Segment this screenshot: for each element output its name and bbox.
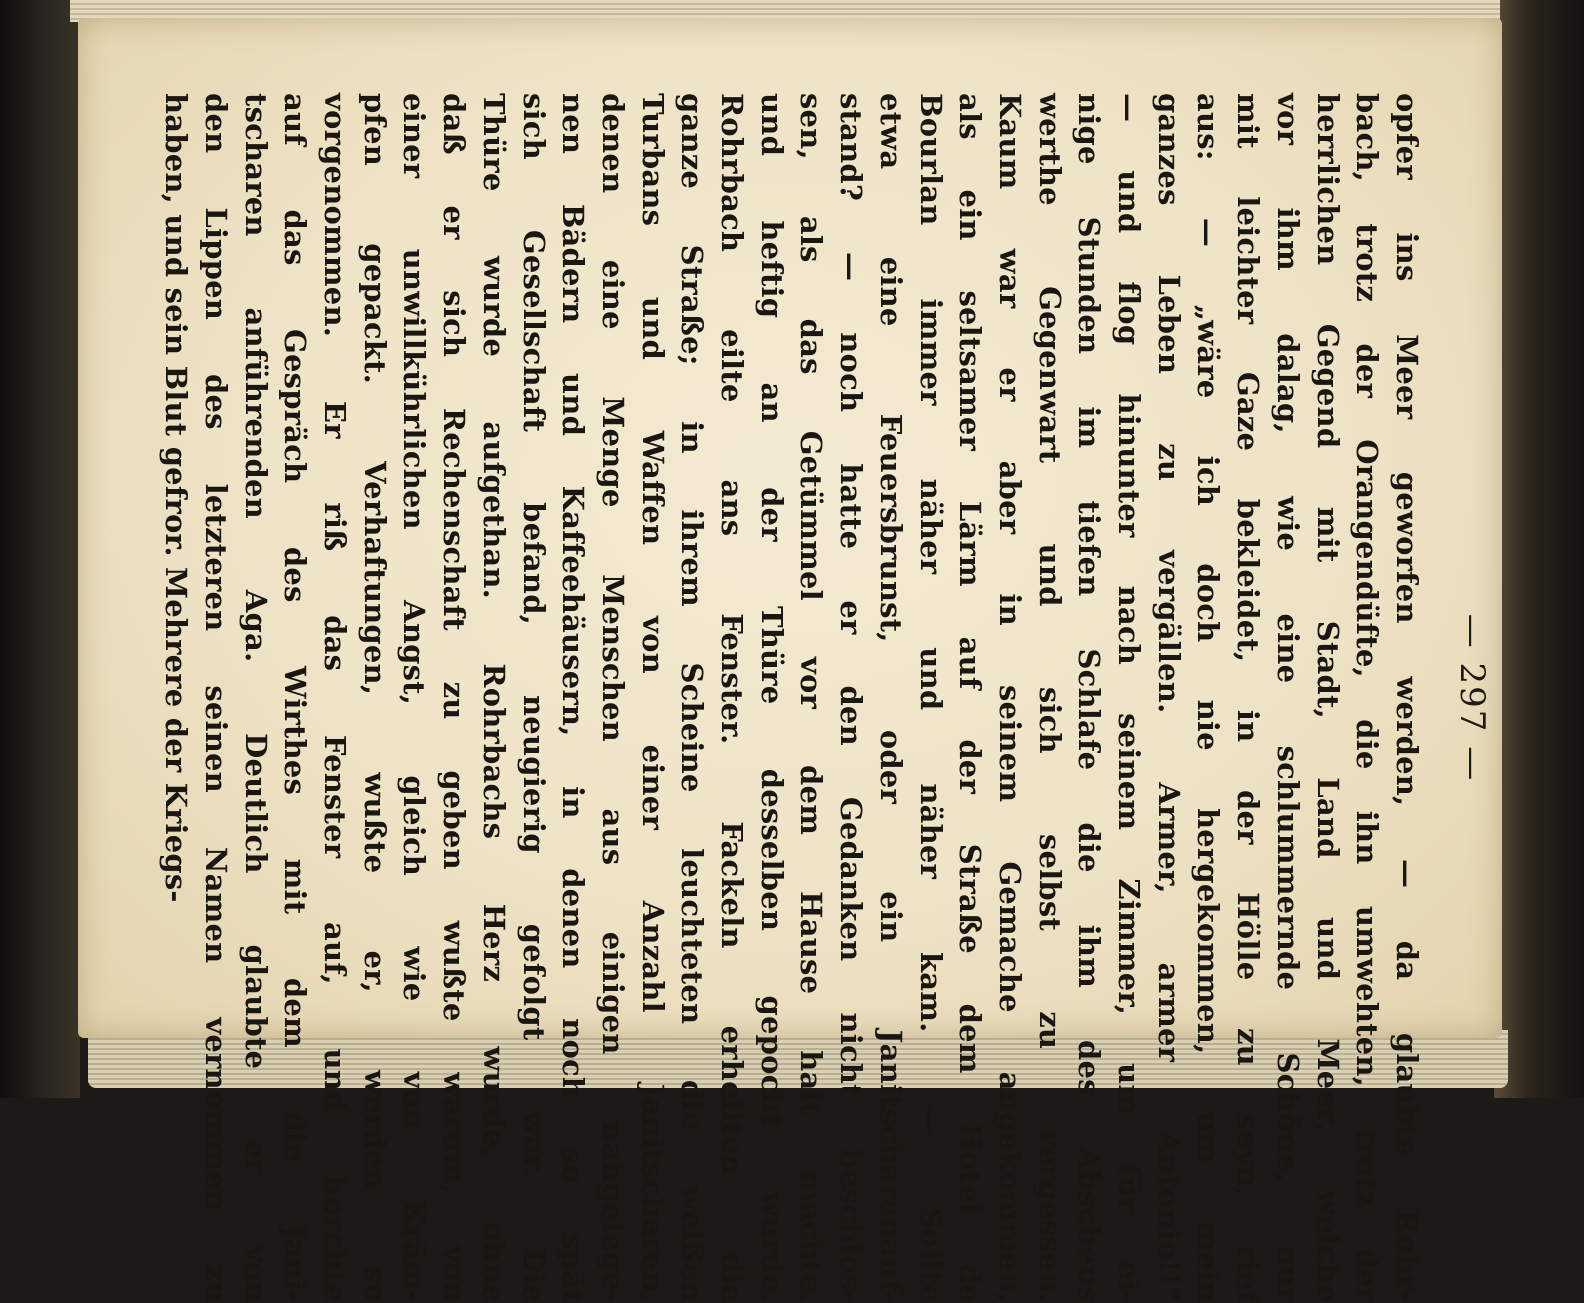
text-line: tscharen anführenden Aga. Deutlich glaubte er von [238,93,273,1303]
text-line: nige Stunden im tiefen Schlafe die ihm des Abscheus [1072,93,1107,1303]
text-line: werthe Gegenwart und sich selbst zu vergessen. [1032,93,1067,1303]
text-line: auf das Gespräch des Wirthes mit dem die Jani- [278,93,313,1303]
text-line: haben, und sein Blut gefror. Mehrere der Kriegs- [159,93,194,903]
text-line: sen, als das Getümmel vor dem Hause halt machte, [794,93,829,1303]
text-line: und heftig an der Thüre desselben gepocht wurde. [754,93,789,1303]
text-line: als ein seltsamer Lärm auf der Straße dem Hotel de [953,93,988,1303]
page-number: — 297 — [1452,613,1492,783]
text-line: vorgenommen. Er riß das Fenster auf, und horchte [318,93,353,1303]
body-text [156,93,1427,1303]
text-line: aus: — „wäre ich doch nie hergekommen, um mein [1191,93,1226,1303]
text-line: stand? — noch hatte er den Gedanken nicht beschlos- [834,93,869,1303]
text-line: mit leichter Gaze bekleidet, in der Hölle zu seyn, rief [1231,93,1266,1303]
text-line: herrlichen Gegend mit Stadt, Land und Meer, welche [1310,93,1345,1303]
text-line: Thüre wurde aufgethan. Rohrbachs Herz wurde, ohne [476,93,511,1303]
text-line: Rohrbach eilte ans Fenster. Fackeln erhellten die [715,93,750,1303]
text-line: ganze Straße; in ihrem Scheine leuchteten die weißen [675,93,710,1303]
text-line: daß er sich Rechenschaft zu geben wußte warum, von [437,93,472,1303]
text-line: Bourlan immer näher und näher kam. — Sollte [913,93,948,1303]
text-line: Turbans und Waffen von einer Anzahl Janitscharen, [635,93,670,1303]
text-line: Kaum war er aber in seinem Gemache angekommen, [992,93,1027,1303]
book-page [78,18,1502,1303]
text-line: etwa eine Feuersbrunst, oder ein Janitscharenauf- [873,93,908,1303]
text-line: opfer ins Meer geworfen werden, — da glaubte Rohr- [1390,93,1424,1303]
book-cover-left-edge [0,0,80,1098]
text-line: nen Bädern und Kaffeehäusern, in denen noch so spät [556,93,591,1303]
text-line: sich Gesellschaft befand, neugierig gefolgt war. Die [516,93,551,1303]
text-line: pfen gepackt. Verhaftungen, wußte er, werden so [357,93,392,1303]
text-line: bach, trotz der Orangendüfte, die ihn umwehten, trotz der [1350,93,1385,1303]
book-cover-right-edge [1494,0,1584,1098]
text-line: einer unwillkührlichen Angst, gleich wie von Krām- [397,93,432,1303]
text-line: den Lippen des letzteren seinen Namen vernommen zu [198,93,233,1303]
text-line: vor ihm dalag, wie eine schlummernde Schöne, nur [1270,93,1305,1303]
text-line: — und flog hinunter nach seinem Zimmer, um für ei- [1112,93,1147,1303]
text-line: denen eine Menge Menschen aus einigen nahgelege- [595,93,630,1303]
text-line: ganzes Leben zu vergällen. Armer, armer Antonio!!“ [1151,93,1186,1303]
rotated-page-content [159,93,1498,1303]
